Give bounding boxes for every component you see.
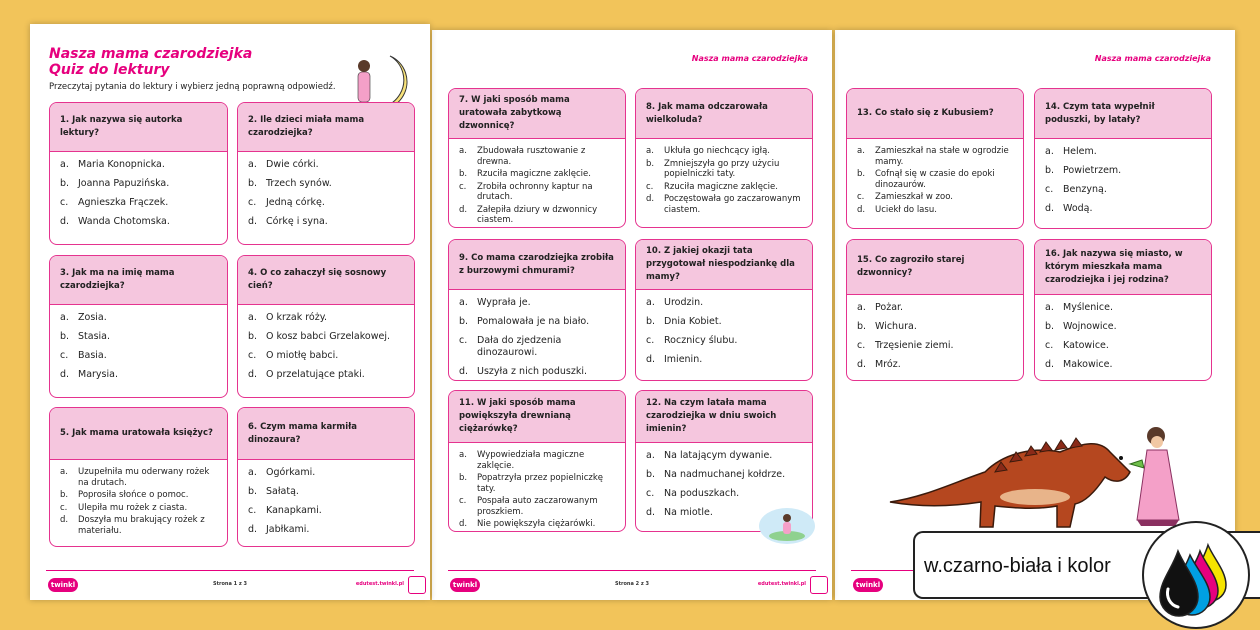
- question-card: [846, 239, 1024, 381]
- answer-option[interactable]: a. Uzupełniła mu oderwany rożek na drutach.: [60, 467, 210, 488]
- running-title: Nasza mama czarodziejka: [691, 54, 808, 63]
- site-link[interactable]: edutest.twinkl.pl: [355, 581, 404, 587]
- question-text: 14. Czym tata wypełnił poduszki, by latały?: [1045, 101, 1155, 125]
- answer-option[interactable]: a. Maria Konopnicka.: [60, 159, 165, 170]
- answer-option[interactable]: c. O miotłę babci.: [248, 350, 339, 361]
- question-card: [49, 255, 228, 398]
- worksheet-page-2: [432, 30, 832, 600]
- question-text: 11. W jaki sposób mama powiększyła drewnianą ciężarówkę?: [459, 398, 576, 434]
- question-text: 3. Jak ma na imię mama czarodziejka?: [60, 268, 175, 291]
- question-text: 15. Co zagroziło starej dzwonnicy?: [857, 255, 965, 278]
- answer-option[interactable]: c. Pospała auto zaczarowanym proszkiem.: [459, 496, 598, 517]
- running-title: Nasza mama czarodziejka: [1094, 54, 1211, 63]
- question-card: [635, 239, 813, 381]
- answer-list: [238, 152, 414, 228]
- doc-subtitle: Quiz do lektury: [49, 62, 170, 78]
- answer-option[interactable]: b. Wichura.: [857, 321, 917, 332]
- ink-drops-badge: [1142, 521, 1250, 629]
- answer-option[interactable]: c. Benzyną.: [1045, 184, 1107, 195]
- answer-option[interactable]: b. Sałatą.: [248, 486, 299, 497]
- worksheet-page-3: [835, 30, 1235, 600]
- answer-option[interactable]: d. Nie powiększyła ciężarówki.: [459, 519, 596, 529]
- question-card: [448, 390, 626, 532]
- answer-option[interactable]: d. Marysia.: [60, 369, 118, 380]
- answer-option[interactable]: b. Powietrzem.: [1045, 165, 1122, 176]
- question-text: 7. W jaki sposób mama uratowała zabytkową dzwonnicę?: [459, 95, 570, 131]
- question-text: 9. Co mama czarodziejka zrobiła z burzowymi chmurami?: [459, 252, 614, 276]
- answer-option[interactable]: c. Kanapkami.: [248, 505, 322, 516]
- instructions: Przeczytaj pytania do lektury i wybierz jedną poprawną odpowiedź.: [49, 82, 336, 92]
- answer-option[interactable]: a. Wyprała je.: [459, 297, 531, 308]
- twinkl-logo: twinkl: [450, 578, 480, 592]
- answer-option[interactable]: c. Zamieszkał w zoo.: [857, 192, 953, 202]
- question-card: [1034, 239, 1212, 381]
- worksheet-page-1: [30, 24, 430, 600]
- answer-option[interactable]: b. Joanna Papuzińska.: [60, 178, 170, 189]
- answer-list: [238, 460, 414, 536]
- answer-option[interactable]: d. Wanda Chotomska.: [60, 216, 170, 227]
- answer-option[interactable]: c. Katowice.: [1045, 340, 1109, 351]
- answer-option[interactable]: b. Na nadmuchanej kołdrze.: [646, 469, 786, 480]
- dinosaur-illustration: [885, 402, 1215, 532]
- answer-list: [1035, 295, 1211, 371]
- question-card: [237, 407, 415, 547]
- page-footer: [30, 570, 430, 600]
- site-link[interactable]: edutest.twinkl.pl: [757, 581, 806, 587]
- answer-option[interactable]: d. Poczęstowała go zaczarowanym ciastem.: [646, 194, 801, 215]
- question-text: 4. O co zahaczył się sosnowy cień?: [248, 268, 387, 291]
- answer-option[interactable]: d. Na miotle.: [646, 507, 713, 518]
- page-footer: [432, 570, 832, 600]
- answer-option[interactable]: c. Dała do zjedzenia dinozaurowi.: [459, 335, 562, 358]
- answer-option[interactable]: b. Rzuciła magiczne zaklęcie.: [459, 169, 591, 179]
- flying-pillow-illustration: [758, 504, 816, 546]
- question-card: [49, 102, 228, 245]
- answer-option[interactable]: c. Trzęsienie ziemi.: [857, 340, 954, 351]
- question-text: 6. Czym mama karmiła dinozaura?: [248, 421, 358, 445]
- question-card: [846, 88, 1024, 229]
- badge-icon: [810, 576, 828, 594]
- answer-option[interactable]: c. Ulepiła mu rożek z ciasta.: [60, 502, 188, 513]
- answer-option[interactable]: a. Ogórkami.: [248, 467, 316, 478]
- question-text: 10. Z jakiej okazji tata przygotował niespodziankę dla mamy?: [646, 246, 795, 282]
- answer-option[interactable]: a. Zamieszkał na stałe w ogrodzie mamy.: [857, 146, 1009, 167]
- question-text: 12. Na czym latała mama czarodziejka w dniu swoich imienin?: [646, 398, 777, 434]
- answer-option[interactable]: a. Zosia.: [60, 312, 107, 323]
- answer-option[interactable]: b. Dnia Kobiet.: [646, 316, 722, 327]
- question-card: [635, 88, 813, 228]
- ink-drops-icon: [1144, 523, 1248, 627]
- answer-option[interactable]: a. Helem.: [1045, 146, 1097, 157]
- question-text: 5. Jak mama uratowała księżyc?: [60, 428, 213, 438]
- doc-title: Nasza mama czarodziejka: [49, 46, 253, 62]
- answer-option[interactable]: b. Popatrzyła przez popielniczkę taty.: [459, 473, 603, 494]
- answer-option[interactable]: b. Poprosiła słońce o pomoc.: [60, 490, 189, 500]
- answer-option[interactable]: d. O przelatujące ptaki.: [248, 369, 365, 380]
- badge-icon: [408, 576, 426, 594]
- question-text: 8. Jak mama odczarowała wielkoluda?: [646, 101, 768, 125]
- question-text: 13. Co stało się z Kubusiem?: [857, 108, 994, 118]
- answer-list: [847, 139, 1023, 215]
- answer-list: [50, 460, 227, 536]
- answer-option[interactable]: b. Wojnowice.: [1045, 321, 1117, 332]
- question-card: [49, 407, 228, 547]
- answer-option[interactable]: c. Agnieszka Frączek.: [60, 197, 169, 208]
- answer-option[interactable]: a. Myślenice.: [1045, 302, 1114, 313]
- answer-list: [449, 290, 625, 378]
- twinkl-logo: twinkl: [48, 578, 78, 592]
- answer-option[interactable]: d. Wodą.: [1045, 203, 1093, 214]
- question-card: [448, 239, 626, 381]
- answer-option[interactable]: d. Uszyła z nich poduszki.: [459, 366, 587, 377]
- banner-text: w.czarno-biała i kolor: [924, 555, 1111, 577]
- answer-option[interactable]: a. Urodzin.: [646, 297, 704, 308]
- answer-option[interactable]: d. Załepiła dziury w dzwonnicy ciastem.: [459, 204, 598, 225]
- answer-option[interactable]: b. Zmniejszyła go przy użyciu popielniczki taty.: [646, 158, 780, 179]
- answer-option[interactable]: c. Rocznicy ślubu.: [646, 335, 738, 346]
- answer-option[interactable]: a. Zbudowała rusztowanie z drewna.: [459, 146, 586, 167]
- twinkl-logo: twinkl: [853, 578, 883, 592]
- answer-list: [50, 152, 227, 228]
- answer-list: [449, 443, 625, 530]
- answer-option[interactable]: b. Trzech synów.: [248, 178, 332, 189]
- answer-option[interactable]: c. Rzuciła magiczne zaklęcie.: [646, 181, 778, 192]
- answer-option[interactable]: c. Na poduszkach.: [646, 488, 740, 499]
- question-card: [237, 102, 415, 245]
- answer-option[interactable]: a. O krzak róży.: [248, 312, 328, 323]
- answer-option[interactable]: d. Uciekł do lasu.: [857, 204, 937, 215]
- answer-option[interactable]: b. Cofnął się w czasie do epoki dinozaurów.: [857, 169, 995, 190]
- answer-option[interactable]: a. Dwie córki.: [248, 159, 319, 170]
- answer-option[interactable]: c. Basia.: [60, 350, 107, 361]
- answer-option[interactable]: a. Pożar.: [857, 302, 904, 313]
- answer-option[interactable]: a. Na latającym dywanie.: [646, 450, 773, 461]
- question-card: [1034, 88, 1212, 229]
- question-card: [448, 88, 626, 228]
- question-text: 16. Jak nazywa się miasto, w którym mieszkała mama czarodziejka i jej rodzina?: [1045, 248, 1183, 285]
- answer-option[interactable]: b. Stasia.: [60, 331, 111, 342]
- question-card: [237, 255, 415, 398]
- answer-option[interactable]: d. Imienin.: [646, 354, 703, 365]
- answer-option[interactable]: d. Doszyła mu brakujący rożek z materiału.: [60, 515, 205, 536]
- answer-list: [449, 139, 625, 226]
- answer-option[interactable]: d. Córkę i syna.: [248, 216, 328, 227]
- answer-option[interactable]: b. O kosz babci Grzelakowej.: [248, 331, 391, 342]
- answer-list: [50, 305, 227, 381]
- answer-list: [1035, 139, 1211, 215]
- question-text: 1. Jak nazywa się autorka lektury?: [60, 115, 183, 138]
- answer-option[interactable]: c. Zrobiła ochronny kaptur na drutach.: [459, 181, 593, 202]
- answer-list: [238, 305, 414, 381]
- answer-list: [636, 139, 812, 215]
- page-number: Strona 1 z 3: [213, 581, 247, 587]
- answer-option[interactable]: c. Jedną córkę.: [248, 197, 325, 208]
- question-text: 2. Ile dzieci miała mama czarodziejka?: [248, 115, 365, 138]
- answer-option[interactable]: b. Pomalowała je na biało.: [459, 316, 590, 327]
- answer-list: [847, 295, 1023, 371]
- answer-list: [636, 290, 812, 366]
- answer-option[interactable]: a. Wypowiedziała magiczne zaklęcie.: [459, 450, 585, 471]
- answer-option[interactable]: d. Mróz.: [857, 359, 901, 370]
- page-number: Strona 2 z 3: [615, 581, 649, 587]
- answer-option[interactable]: d. Jabłkami.: [248, 524, 310, 535]
- answer-option[interactable]: d. Makowice.: [1045, 359, 1113, 370]
- answer-option[interactable]: a. Ukłuła go niechcący igłą.: [646, 146, 770, 156]
